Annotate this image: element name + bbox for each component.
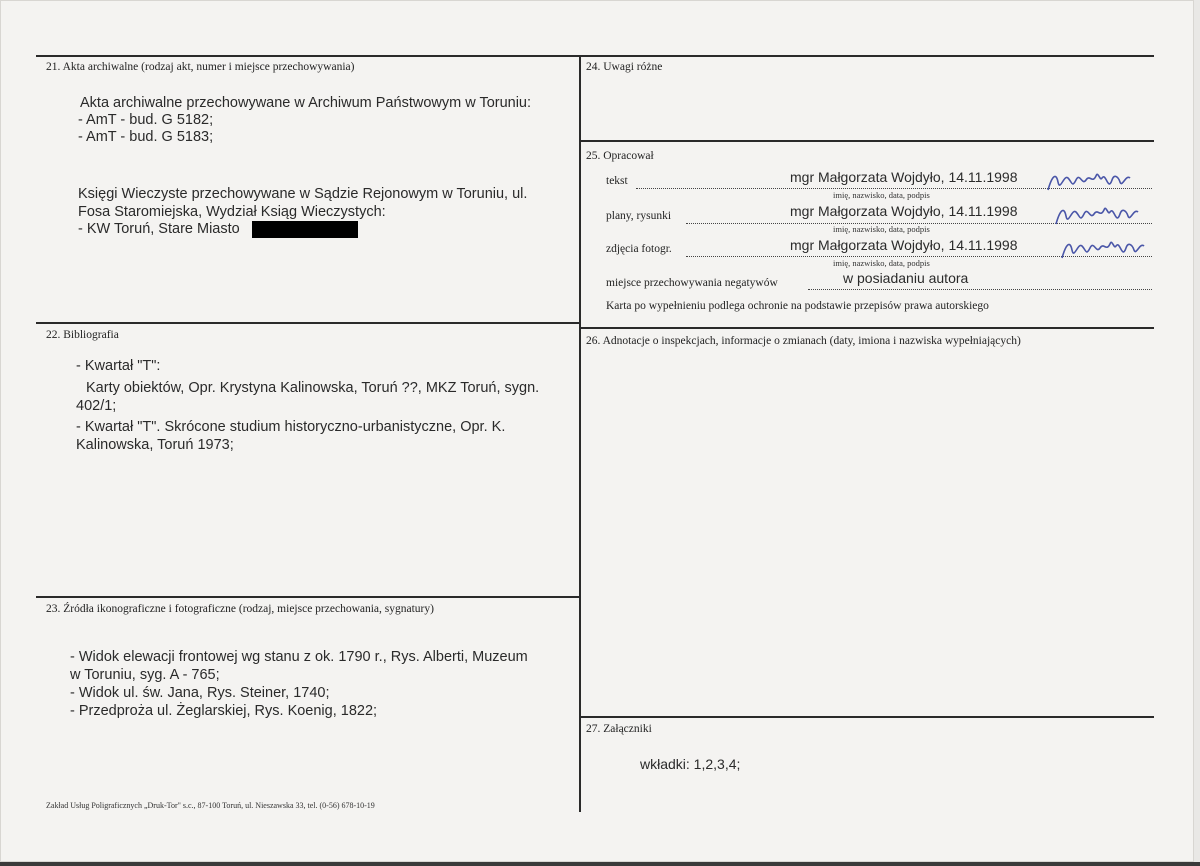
s21-line-6: - KW Toruń, Stare Miasto — [78, 221, 240, 237]
section-26-title: 26. Adnotacje o inspekcjach, informacje o zmianach (daty, imiona i nazwiska wypełniających) — [586, 335, 1021, 347]
center-divider — [579, 55, 581, 812]
rule-21-22 — [36, 322, 580, 324]
s22-line-5: Kalinowska, Toruń 1973; — [76, 437, 234, 453]
s23-line-2: w Toruniu, syg. A - 765; — [70, 667, 220, 683]
rule-22-23 — [36, 596, 580, 598]
printer-footer: Zakład Usług Poligraficznych „Druk-Tor" s.c., 87-100 Toruń, ul. Nieszawska 33, tel. (0-56) 678-10-19 — [46, 801, 375, 810]
s22-line-2: Karty obiektów, Opr. Krystyna Kalinowska, Toruń ??, MKZ Toruń, sygn. — [86, 380, 540, 396]
s25-row-2-label: plany, rysunki — [606, 210, 672, 222]
s25-negatives-value: w posiadaniu autora — [843, 270, 969, 286]
s27-value: wkładki: 1,2,3,4; — [640, 756, 741, 772]
s23-line-3: - Widok ul. św. Jana, Rys. Steiner, 1740; — [70, 685, 330, 701]
s23-line-1: - Widok elewacji frontowej wg stanu z ok. 1790 r., Rys. Alberti, Muzeum — [70, 649, 528, 665]
s25-row-1-label: tekst — [606, 175, 628, 187]
top-rule — [36, 55, 1154, 57]
s25-negatives-label: miejsce przechowywania negatywów — [606, 277, 778, 289]
rule-26-27 — [580, 716, 1154, 718]
s25-row-2-caption: imię, nazwisko, data, podpis — [833, 224, 930, 234]
s22-line-1: - Kwartał "T": — [76, 358, 161, 374]
s25-row-1-caption: imię, nazwisko, data, podpis — [833, 190, 930, 200]
s22-line-3: 402/1; — [76, 398, 117, 414]
s21-line-1: Akta archiwalne przechowywane w Archiwum Państwowym w Toruniu: — [80, 95, 532, 111]
redaction-box — [252, 221, 358, 238]
signature-1 — [1042, 166, 1142, 196]
s21-line-2: - AmT - bud. G 5182; — [78, 112, 214, 128]
section-21-title: 21. Akta archiwalne (rodzaj akt, numer i miejsce przechowywania) — [46, 61, 355, 73]
section-23-title: 23. Źródła ikonograficzne i fotograficzne (rodzaj, miejsce przechowania, sygnatury) — [46, 603, 434, 615]
section-24-title: 24. Uwagi różne — [586, 61, 663, 73]
s21-line-4: Księgi Wieczyste przechowywane w Sądzie Rejonowym w Toruniu, ul. — [78, 186, 528, 202]
rule-25-26 — [580, 327, 1154, 329]
s21-line-3: - AmT - bud. G 5183; — [78, 129, 214, 145]
s21-line-5: Fosa Staromiejska, Wydział Ksiąg Wieczystych: — [78, 204, 386, 220]
s25-copyright-note: Karta po wypełnieniu podlega ochronie na podstawie przepisów prawa autorskiego — [606, 300, 989, 312]
s25-row-3-label: zdjęcia fotogr. — [606, 243, 672, 255]
section-22-title: 22. Bibliografia — [46, 329, 119, 341]
s25-row-1-value: mgr Małgorzata Wojdyło, 14.11.1998 — [790, 169, 1018, 185]
s23-line-4: - Przedproża ul. Żeglarskiej, Rys. Koenig, 1822; — [70, 703, 378, 719]
signature-2 — [1052, 200, 1152, 230]
scan-edge-bottom — [0, 862, 1200, 866]
s25-row-2-value: mgr Małgorzata Wojdyło, 14.11.1998 — [790, 203, 1018, 219]
section-25-title: 25. Opracował — [586, 150, 654, 162]
section-27-title: 27. Załączniki — [586, 723, 652, 735]
s25-row-3-caption: imię, nazwisko, data, podpis — [833, 258, 930, 268]
s22-line-4: - Kwartał "T". Skrócone studium historyczno-urbanistyczne, Opr. K. — [76, 419, 506, 435]
signature-3 — [1058, 234, 1158, 264]
rule-24-25 — [580, 140, 1154, 142]
scan-edge-right — [1194, 0, 1200, 866]
s25-row-3-value: mgr Małgorzata Wojdyło, 14.11.1998 — [790, 237, 1018, 253]
